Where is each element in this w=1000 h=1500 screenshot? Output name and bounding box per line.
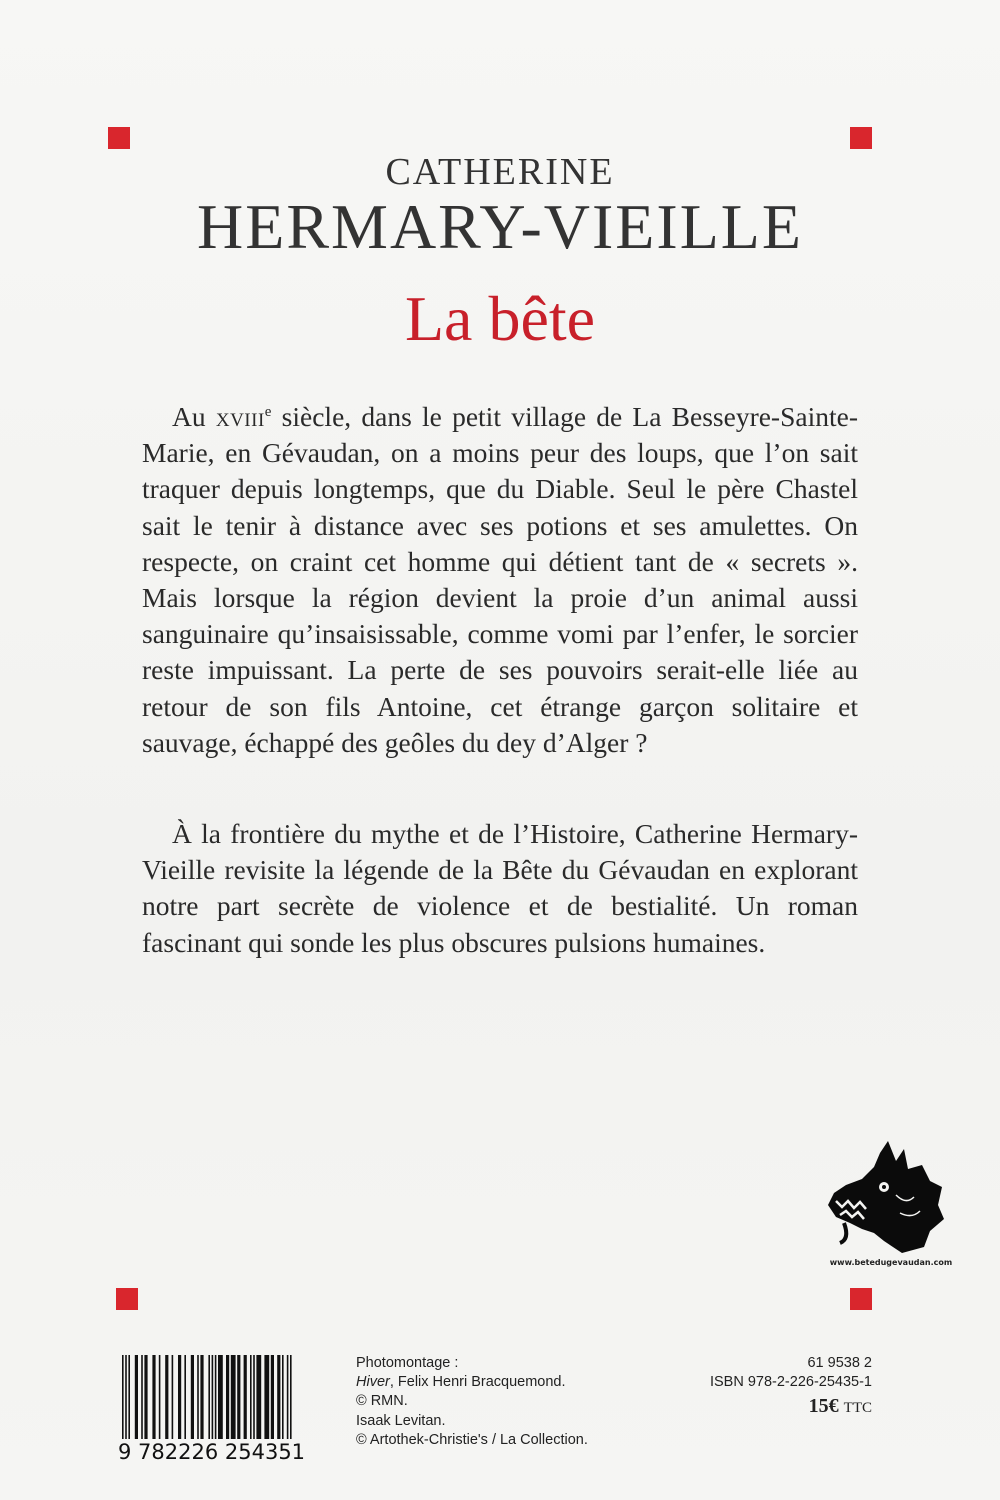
credits-artwork-title: Hiver bbox=[356, 1374, 390, 1391]
barcode-bar bbox=[277, 1355, 280, 1439]
barcode-bar bbox=[184, 1355, 186, 1439]
barcode-bar bbox=[152, 1355, 155, 1439]
credits-line-4: Isaak Levitan. bbox=[356, 1412, 446, 1429]
publisher-code: 61 9538 2 bbox=[807, 1355, 872, 1371]
blurb-paragraph-2: À la frontière du mythe et de l’Histoire, Catherine Hermary-Vieille revisite la légende de la Bête du Gévaudan en explorant notre part secrète de violence et de bestialité. Un roman fascinant qui sonde les plus obscures pulsions humaines. bbox=[142, 818, 858, 958]
barcode-bar bbox=[172, 1355, 174, 1439]
blurb-paragraph-1 bbox=[142, 399, 858, 761]
author-last-name: HERMARY-VIEILLE bbox=[197, 191, 803, 262]
publisher-info bbox=[672, 1354, 872, 1422]
blurb-century: xviii bbox=[215, 401, 265, 432]
blurb-p1-rest: siècle, dans le petit village de La Besseyre-Sainte-Marie, en Gévaudan, on a moins peur des loups, que l’on sait traquer depuis longtemps, que du Diable. Seul le père Chastel sait le tenir à distance avec ses potions et ses amulettes. On respecte, on craint cet homme qui détient tant de « secrets ». Mais lorsque la région devient la proie d’un animal aussi sanguinaire qu’insaisissable, comme vomi par l’enfer, le sorcier reste impuissant. La perte de ses pouvoirs serait-elle liée au retour de son fils Antoine, cet étrange garçon solitaire et sauvage, échappé des geôles du dey d’Alger ? bbox=[142, 401, 858, 758]
corner-square-bottom-left bbox=[116, 1288, 138, 1310]
barcode-bar bbox=[159, 1355, 161, 1439]
barcode-bar bbox=[208, 1355, 210, 1439]
credits-artist: , Felix Henri Bracquemond. bbox=[389, 1374, 566, 1391]
author-first-name: CATHERINE bbox=[385, 151, 615, 193]
barcode-bar bbox=[191, 1355, 194, 1439]
barcode-digits: 9 782226 254351 bbox=[118, 1440, 306, 1464]
barcode-bar bbox=[197, 1355, 199, 1439]
logo-website-url: www.betedugevaudan.com bbox=[829, 1258, 953, 1267]
barcode-bar bbox=[125, 1355, 127, 1439]
barcode-bar bbox=[271, 1355, 274, 1439]
barcode-bar bbox=[141, 1355, 143, 1439]
barcode-bar bbox=[290, 1355, 292, 1439]
barcode-bar bbox=[165, 1355, 168, 1439]
barcode-bar bbox=[215, 1355, 217, 1439]
blurb-century-sup: e bbox=[264, 403, 272, 420]
barcode-bar bbox=[256, 1355, 261, 1439]
photo-credits bbox=[356, 1354, 676, 1450]
corner-square-top-left bbox=[108, 127, 130, 149]
barcode-bar bbox=[128, 1355, 130, 1439]
barcode-bar bbox=[212, 1355, 214, 1439]
barcode-bar bbox=[144, 1355, 147, 1439]
barcode-bar bbox=[218, 1355, 223, 1439]
barcode-bar bbox=[244, 1355, 247, 1439]
credits-line-5: © Artothek-Christie's / La Collection. bbox=[356, 1431, 588, 1448]
barcode-bar bbox=[250, 1355, 252, 1439]
barcode-bar bbox=[282, 1355, 284, 1439]
isbn: ISBN 978-2-226-25435-1 bbox=[709, 1374, 872, 1391]
price-value: 15€ bbox=[808, 1395, 839, 1418]
blurb-p1-start: Au bbox=[172, 401, 216, 432]
barcode-bar bbox=[200, 1355, 203, 1439]
barcode-bar bbox=[264, 1355, 269, 1439]
barcode-bar bbox=[178, 1355, 181, 1439]
barcode-bar bbox=[122, 1355, 124, 1439]
barcode-bar bbox=[253, 1355, 255, 1439]
barcode-bar bbox=[237, 1355, 240, 1439]
credits-line-1: Photomontage : bbox=[356, 1355, 459, 1371]
barcode-bar bbox=[231, 1355, 236, 1439]
book-title: La bête bbox=[404, 283, 596, 354]
credits-line-3: © RMN. bbox=[356, 1393, 408, 1410]
wolf-head-logo-icon bbox=[826, 1135, 946, 1255]
barcode-bar bbox=[135, 1355, 138, 1439]
price-suffix: TTC bbox=[843, 1400, 872, 1417]
credits-line-2 bbox=[356, 1373, 676, 1392]
corner-square-top-right bbox=[850, 127, 872, 149]
barcode-bar bbox=[226, 1355, 229, 1439]
barcode-bar bbox=[287, 1355, 289, 1439]
corner-square-bottom-right bbox=[850, 1288, 872, 1310]
price bbox=[672, 1392, 872, 1422]
